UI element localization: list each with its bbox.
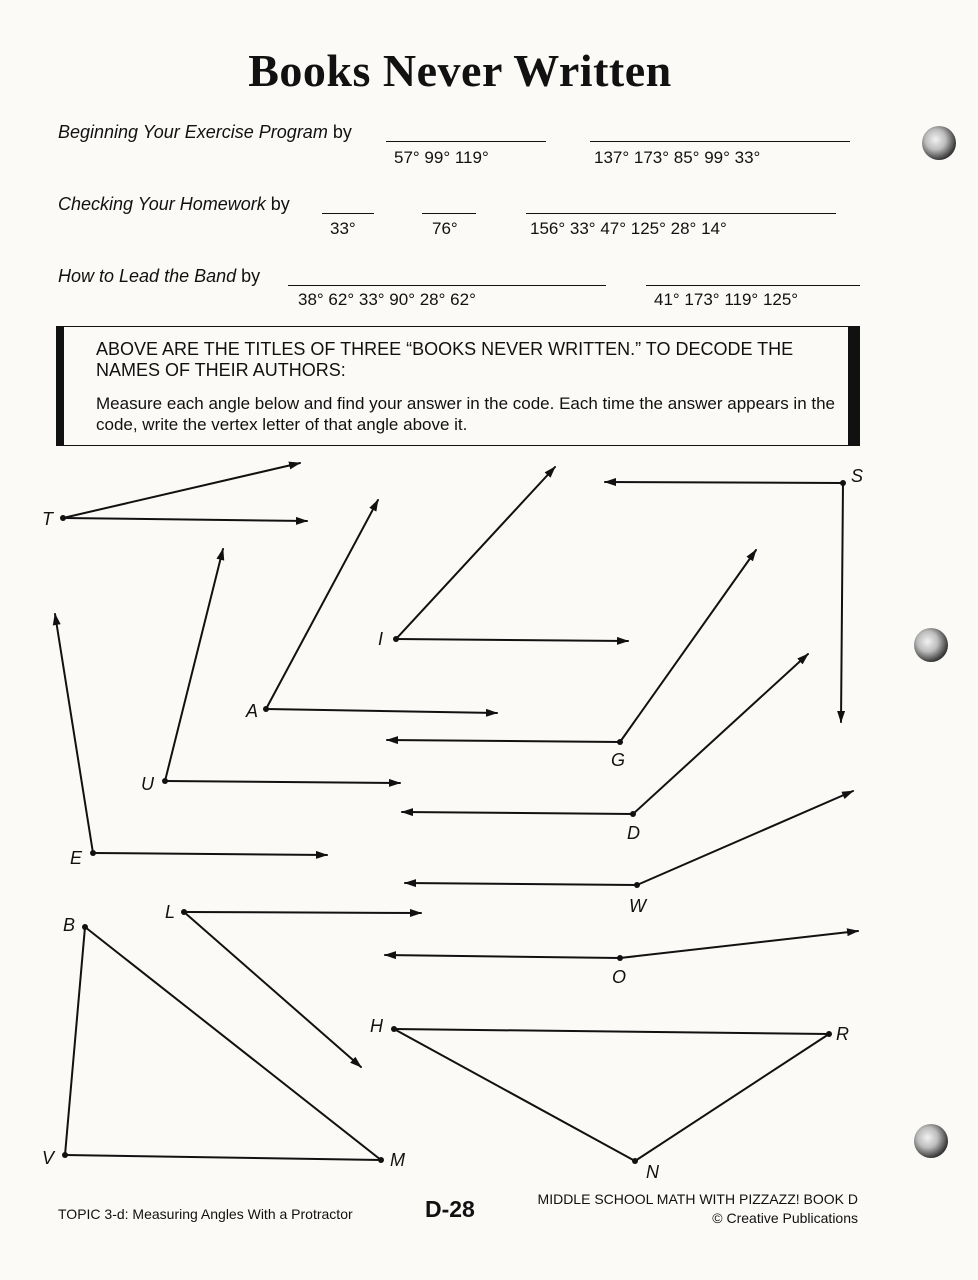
vertex-label: V — [42, 1148, 55, 1168]
segment — [394, 1029, 829, 1034]
footer-copyright: © Creative Publications — [712, 1210, 858, 1226]
ray — [633, 654, 808, 814]
vertex-dot — [181, 909, 187, 915]
vertex-label: W — [629, 896, 646, 916]
vertex-dot — [617, 955, 623, 961]
vertex-dot — [391, 1026, 397, 1032]
vertex-dot — [263, 706, 269, 712]
ray — [396, 639, 628, 641]
vertex-label: L — [165, 902, 176, 922]
footer-page-number: D-28 — [425, 1196, 475, 1222]
ray — [620, 550, 756, 742]
vertex-dot — [634, 882, 640, 888]
vertex-dot — [60, 515, 66, 521]
angle-code: 137° 173° 85° 99° 33° — [594, 148, 761, 167]
ray — [396, 467, 555, 639]
vertex-dot — [632, 1158, 638, 1164]
angle-code: 33° — [330, 219, 356, 238]
footer-credits — [530, 1190, 858, 1228]
ray — [184, 912, 421, 913]
vertex-dot — [826, 1031, 832, 1037]
vertex-label: I — [378, 629, 384, 649]
vertex-label: N — [646, 1162, 659, 1182]
ray — [387, 740, 620, 742]
book-title: How to Lead the Band — [58, 266, 237, 286]
vertex-dot — [378, 1157, 384, 1163]
angle-code: 57° 99° 119° — [394, 148, 489, 167]
ray — [184, 912, 361, 1067]
vertex-label: E — [70, 848, 83, 868]
ray — [841, 483, 843, 722]
segment — [65, 927, 85, 1155]
book-title: Beginning Your Exercise Program — [58, 122, 328, 142]
vertex-label: O — [612, 967, 627, 987]
ray — [405, 883, 637, 885]
vertex-dot — [90, 850, 96, 856]
angle-code: 76° — [432, 219, 458, 238]
vertex-label: B — [63, 915, 76, 935]
segment — [394, 1029, 635, 1161]
page-title: Books Never Written — [248, 45, 672, 96]
vertex-label: G — [611, 750, 626, 770]
ray — [63, 518, 307, 521]
angle-code: 41° 173° 119° 125° — [654, 290, 799, 309]
ray — [266, 500, 378, 709]
footer-book: MIDDLE SCHOOL MATH WITH PIZZAZZ! BOOK D — [537, 1191, 858, 1207]
vertex-dot — [393, 636, 399, 642]
ray — [266, 709, 497, 713]
vertex-label: U — [141, 774, 154, 794]
by-label: by — [241, 266, 261, 286]
vertex-label: M — [390, 1150, 405, 1170]
segment — [85, 927, 381, 1160]
by-label: by — [270, 194, 290, 214]
book-title: Checking Your Homework — [58, 194, 266, 214]
vertex-dot — [162, 778, 168, 784]
ray — [637, 791, 853, 885]
by-label: by — [332, 122, 352, 142]
vertex-dot — [82, 924, 88, 930]
angle-code: 156° 33° 47° 125° 28° 14° — [530, 219, 727, 238]
ray — [165, 781, 400, 783]
vertex-dot — [840, 480, 846, 486]
segment — [635, 1034, 829, 1161]
vertex-label: S — [851, 466, 864, 486]
instructions-body: Measure each angle below and find your answer in the code. Each time the answer appears in the code, write the vertex letter of that angle above it. — [96, 394, 836, 434]
footer-topic: TOPIC 3-d: Measuring Angles With a Protractor — [58, 1206, 353, 1222]
instructions-heading: ABOVE ARE THE TITLES OF THREE “BOOKS NEVER WRITTEN.” TO DECODE THE NAMES OF THEIR AUTHORS: — [96, 339, 794, 380]
ray — [620, 931, 858, 958]
vertex-label: T — [42, 509, 53, 529]
vertex-dot — [617, 739, 623, 745]
ray — [605, 482, 843, 483]
segment — [65, 1155, 381, 1160]
vertex-dot — [62, 1152, 68, 1158]
ray — [55, 614, 93, 853]
vertex-dot — [630, 811, 636, 817]
vertex-label: A — [246, 701, 259, 721]
vertex-label: H — [370, 1016, 383, 1036]
angle-code: 38° 62° 33° 90° 28° 62° — [298, 290, 476, 309]
ray — [402, 812, 633, 814]
ray — [385, 955, 620, 958]
ray — [63, 463, 300, 518]
vertex-label: R — [836, 1024, 849, 1044]
ray — [93, 853, 327, 855]
ray — [165, 549, 223, 781]
vertex-label: D — [627, 823, 640, 843]
